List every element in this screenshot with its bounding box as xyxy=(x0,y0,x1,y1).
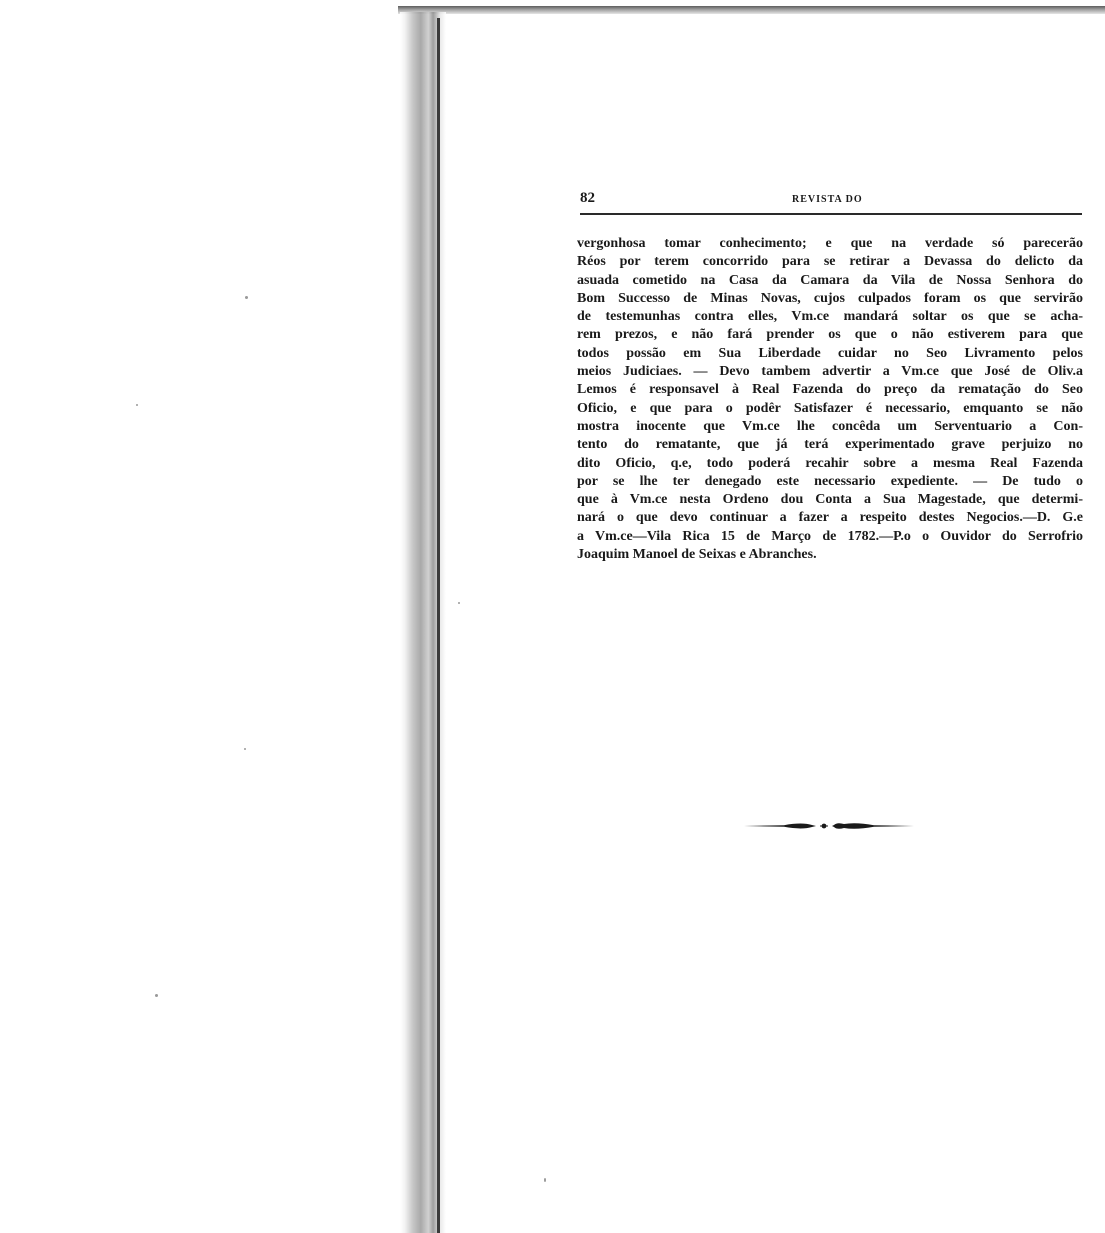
page-header xyxy=(580,190,1082,214)
text-line: todos possão em Sua Liberdade cuidar no Seo Livramento pelos xyxy=(577,345,1083,361)
text-line: Bom Successo de Minas Novas, cujos culpados foram os que servirão xyxy=(577,290,1083,306)
running-head: REVISTA DO xyxy=(792,194,863,205)
paper-speck xyxy=(458,602,460,604)
body-paragraph xyxy=(577,235,1083,564)
paper-speck xyxy=(244,748,246,750)
text-line: que à Vm.ce nesta Ordeno dou Conta a Sua Magestade, que determi- xyxy=(577,492,1083,508)
paper-speck xyxy=(155,994,158,997)
text-line: de testemunhas contra elles, Vm.ce mandará soltar os que se acha- xyxy=(577,309,1083,325)
page-top-edge xyxy=(398,6,1105,14)
text-line: Lemos é responsavel à Real Fazenda do preço da rematação do Seo xyxy=(577,382,1083,398)
page-number: 82 xyxy=(580,190,595,206)
text-line: Oficio, e que para o podêr Satisfazer é necessario, emquanto se não xyxy=(577,400,1083,416)
text-line: a Vm.ce—Vila Rica 15 de Março de 1782.—P.o o Ouvidor do Serrofrio xyxy=(577,528,1083,544)
tailpiece-ornament-icon xyxy=(744,818,914,834)
paper-speck xyxy=(544,1178,546,1182)
text-line: dito Oficio, q.e, todo poderá recahir sobre a mesma Real Fazenda xyxy=(577,455,1083,471)
text-line: tento do rematante, que já terá experimentado grave perjuizo no xyxy=(577,437,1083,453)
text-line: nará o que devo continuar a fazer a respeito destes Negocios.—D. G.e xyxy=(577,510,1083,526)
text-line: mostra inocente que Vm.ce lhe concêda um Serventuario a Con- xyxy=(577,418,1083,434)
binding-line xyxy=(437,18,440,1233)
paper-speck xyxy=(136,404,138,406)
text-line: asuada cometido na Casa da Camara da Vila de Nossa Senhora do xyxy=(577,272,1083,288)
text-line: Joaquim Manoel de Seixas e Abranches. xyxy=(577,547,817,563)
text-line: meios Judiciaes. — Devo tambem advertir a Vm.ce que José de Oliv.a xyxy=(577,364,1083,380)
paper-speck xyxy=(245,296,248,299)
text-line: por se lhe ter denegado este necessario expediente. — De tudo o xyxy=(577,473,1083,489)
text-line: vergonhosa tomar conhecimento; e que na verdade só parecerão xyxy=(577,236,1083,251)
header-rule xyxy=(580,213,1082,215)
text-line: Réos por terem concorrido para se retirar a Devassa do delicto da xyxy=(577,254,1083,270)
text-line: rem prezos, e não fará prender os que o não estiverem para que xyxy=(577,327,1083,343)
